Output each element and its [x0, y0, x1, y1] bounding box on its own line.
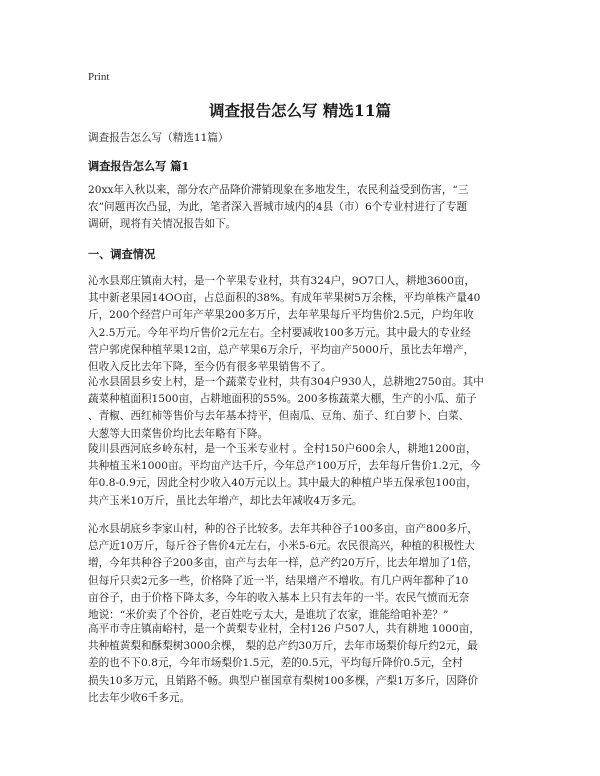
text-line: 蔬菜种植面积1500亩，占耕地面积的55%。200多栋蔬菜大棚，生产的小瓜、茄子 [88, 393, 477, 406]
text-line: 但收入反比去年下降，至今仍有很多苹果销售不了。 [88, 361, 332, 374]
text-line: 比去年少收6千多元。 [88, 691, 191, 704]
text-line: 共产玉米10万斤，虽比去年增产，却比去年减收4万多元。 [88, 494, 363, 507]
text-line: 共种植黄梨和酥梨树3000余棵， 梨的总产约30万斤，去年市场梨价每斤约2元，最 [88, 640, 478, 653]
paragraph-nanyu-village [88, 621, 526, 707]
text-line: 地说：“米价卖了个谷价，老百姓吃亏太大，是谁坑了农家，谁能给咱补差？” [88, 609, 449, 622]
document-subtitle: 调查报告怎么写（精选11篇） [88, 132, 229, 144]
text-line: 农”问题再次凸显，为此，笔者深入晋城市域内的4县（市）6个专业村进行了专题 [88, 201, 468, 214]
print-label: Print [88, 71, 110, 83]
text-line: 共种植玉米1000亩。平均亩产达千斤，今年总产100万斤，去年每斤售价1.2元，今 [88, 460, 481, 473]
section-heading: 一、调查情况 [88, 247, 156, 261]
text-line: 沁水县固县乡安上村，是一个蔬菜专业村，共有304户930人，总耕地2750亩。其中 [88, 376, 484, 388]
paragraph-nanda-village [88, 273, 526, 376]
text-line: 营户郭虎保种植苹果12亩，总产苹果6万余斤，平均亩产5000斤，虽比去年增产， [88, 343, 475, 356]
text-line: 总产近10万斤，每斤谷子售价4元左右，小米5-6元。农民很高兴，种植的积极性大 [88, 540, 475, 553]
chapter-title: 调查报告怎么写 篇1 [88, 159, 190, 173]
text-line: 20xx年入秋以来，部分农产品降价滞销现象在多地发生，农民利益受到伤害，“三 [88, 184, 469, 196]
text-line: 陵川县西河底乡岭东村，是一个玉米专业村 。全村150户600余人，耕地1200亩， [88, 443, 477, 455]
text-line: 高平市寺庄镇南峪村，是一个黄梨专业村，全村126 户507人，共有耕地 1000亩， [88, 623, 480, 635]
document-title: 调查报告怎么写 精选11篇 [209, 101, 391, 120]
paragraph-lingdong-village [88, 441, 526, 510]
text-line: 斤，200个经营户可年产苹果200多万斤，去年苹果每斤平均售价2.5元，户均年收 [88, 309, 474, 322]
text-line: 但每斤只卖2元多一些，价格降了近一半，结果增产不增收。有几户两年都种了10 [88, 574, 469, 587]
text-line: 沁水县胡底乡李家山村，种的谷子比较多。去年共种谷子100多亩，亩产800多斤， [88, 523, 479, 535]
intro-paragraph [88, 182, 526, 234]
paragraph-anshang-village [88, 374, 526, 443]
text-line: 增，今年共种谷子200多亩，亩产与去年一样，总产约20万斤，比去年增加了1倍， [88, 557, 479, 570]
text-line: 亩谷子，由于价格下降太多，今年的收入基本上只有去年的一半。农民气愤而无奈 [88, 591, 470, 604]
text-line: 年0.8-0.9元，因此全村少收入40万元以上。其中最大的种植户毕五保承包100亩， [88, 477, 477, 490]
text-line: 入2.5万元。今年平均斤售价2元左右。全村要减收100多万元。其中最大的专业经 [88, 326, 471, 339]
text-line: 损失10多万元，且销路不畅。典型户崔国章有梨树100多棵，产梨1万多斤，因降价 [88, 674, 479, 687]
text-line: 沁水县郑庄镇南大村，是一个苹果专业村，共有324户，9O7口人，耕地3600亩， [88, 275, 476, 287]
text-line: 差的也不下0.8元，今年市场梨价1.5元，差的0.5元，平均每斤降价0.5元，全村 [88, 657, 463, 670]
text-line: 大葱等大田菜售价均比去年略有下降。 [88, 427, 269, 440]
text-line: 其中新老果园14OO亩，占总面积的38%。有成年苹果树5万余株，平均单株产量40 [88, 292, 481, 305]
text-line: 、青椒、西红柿等售价与去年基本持平，但南瓜、豆角、茄子、红白萝卜、白菜、 [88, 410, 470, 423]
text-line: 调研，现将有关情况报告如下。 [88, 218, 237, 231]
paragraph-lijiashan-village [88, 521, 526, 624]
